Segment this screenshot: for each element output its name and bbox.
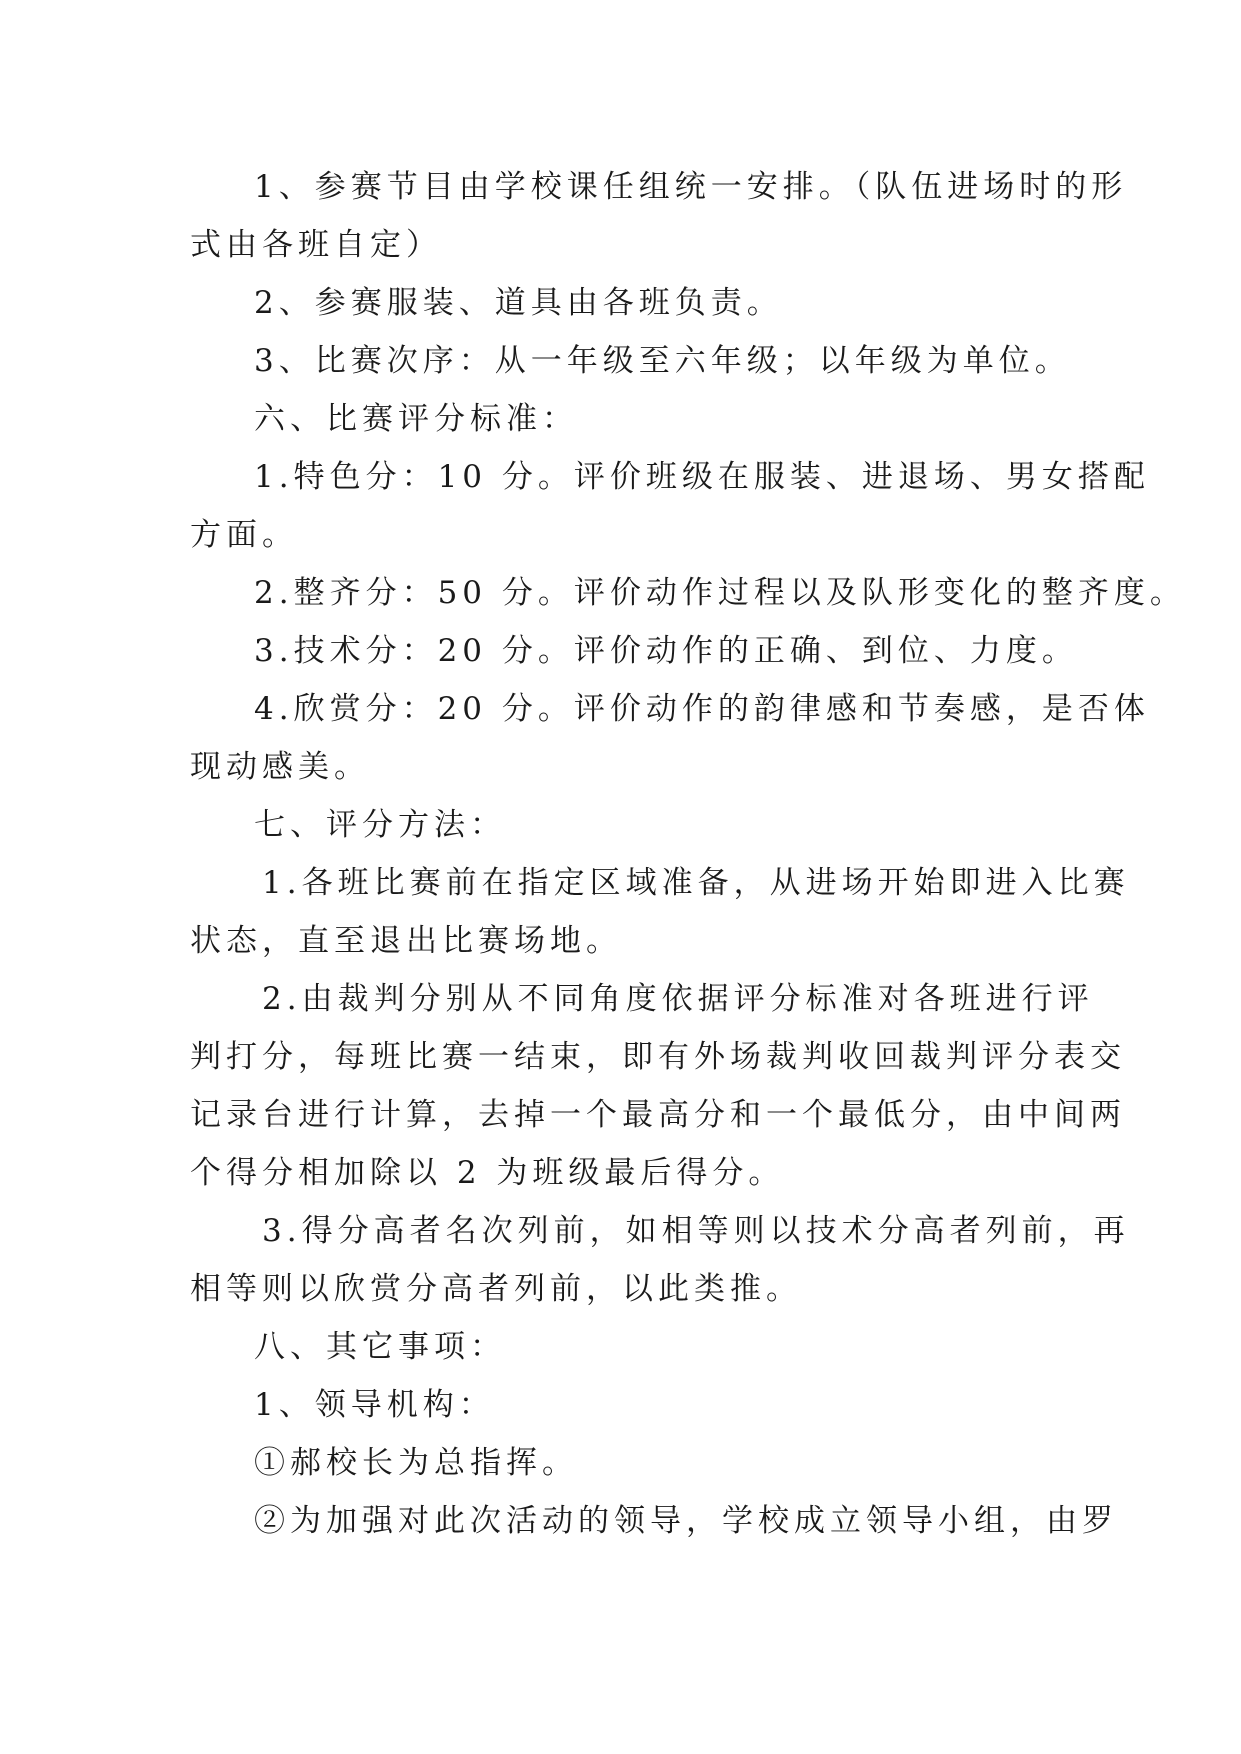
paragraph-line: 相等则以欣赏分高者列前，以此类推。: [190, 1271, 802, 1307]
paragraph-line: 2、参赛服装、道具由各班负责。: [254, 285, 783, 321]
paragraph-line: 式由各班自定）: [190, 227, 442, 263]
paragraph-line: 3.技术分：20 分。评价动作的正确、到位、力度。: [254, 633, 1078, 669]
paragraph-line: ②为加强对此次活动的领导，学校成立领导小组，由罗: [254, 1503, 1118, 1539]
paragraph-line: 1、领导机构：: [254, 1387, 495, 1423]
paragraph-line: 现动感美。: [190, 749, 370, 785]
paragraph-line: 4.欣赏分：20 分。评价动作的韵律感和节奏感，是否体: [254, 691, 1150, 727]
paragraph-line: 方面。: [190, 517, 298, 553]
paragraph-line: 1.特色分：10 分。评价班级在服装、进退场、男女搭配: [254, 459, 1150, 495]
paragraph-line: 判打分，每班比赛一结束，即有外场裁判收回裁判评分表交: [190, 1039, 1126, 1075]
paragraph-line: ①郝校长为总指挥。: [254, 1445, 578, 1481]
section-heading: 七、评分方法：: [254, 807, 506, 843]
paragraph-line: 2.由裁判分别从不同角度依据评分标准对各班进行评: [262, 981, 1094, 1017]
section-heading: 八、其它事项：: [254, 1329, 506, 1365]
paragraph-line: 2.整齐分：50 分。评价动作过程以及队形变化的整齐度。: [254, 575, 1186, 611]
paragraph-line: 1、参赛节目由学校课任组统一安排。（队伍进场时的形: [254, 169, 1128, 205]
paragraph-line: 3.得分高者名次列前，如相等则以技术分高者列前，再: [262, 1213, 1130, 1249]
paragraph-line: 3、比赛次序：从一年级至六年级；以年级为单位。: [254, 343, 1071, 379]
paragraph-line: 记录台进行计算，去掉一个最高分和一个最低分，由中间两: [190, 1097, 1126, 1133]
paragraph-line: 个得分相加除以 2 为班级最后得分。: [190, 1155, 785, 1191]
section-heading: 六、比赛评分标准：: [254, 401, 578, 437]
paragraph-line: 状态，直至退出比赛场地。: [190, 923, 622, 959]
paragraph-line: 1.各班比赛前在指定区域准备，从进场开始即进入比赛: [262, 865, 1130, 901]
